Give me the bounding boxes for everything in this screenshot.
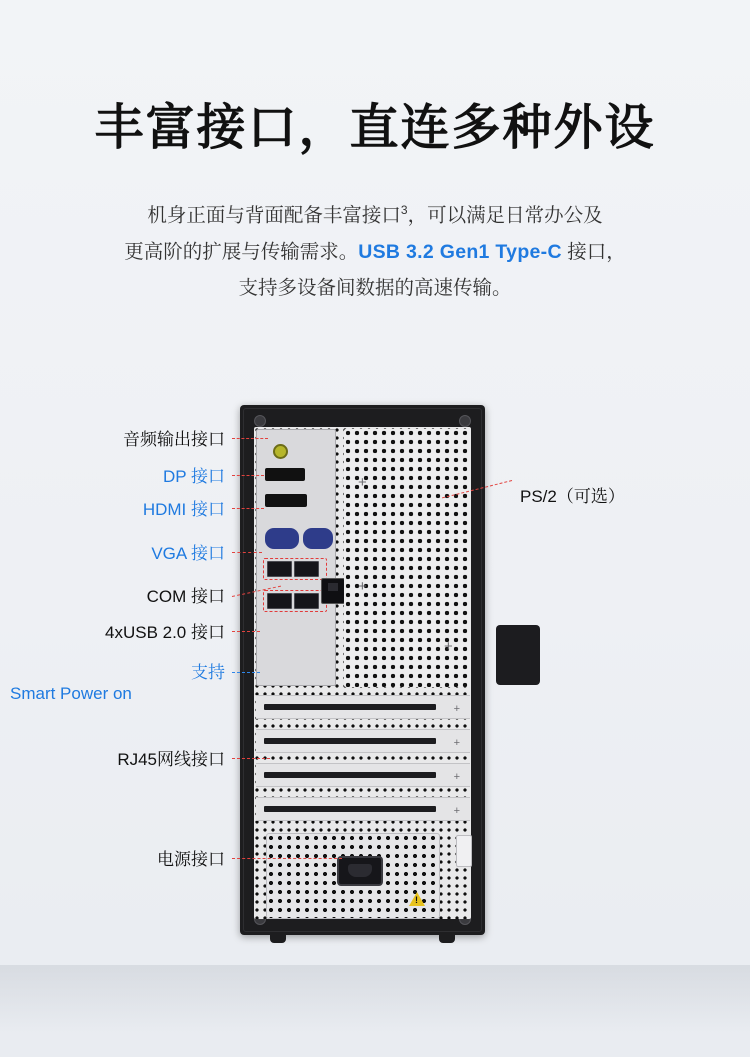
slot-cover xyxy=(264,772,436,778)
label-audio-out: 音频输出接口 xyxy=(123,430,225,449)
rj45-ethernet-port xyxy=(321,578,345,604)
rear-cover-cutout xyxy=(496,625,540,685)
usb-2-0-port xyxy=(294,593,319,609)
subtitle-line-2 xyxy=(0,234,750,270)
leader-vga xyxy=(232,552,262,553)
slot-screw: + xyxy=(453,737,460,749)
pc-chassis-rear xyxy=(240,405,485,935)
slot-cover xyxy=(264,704,436,710)
slot-screw: + xyxy=(453,805,460,817)
leader-rj45 xyxy=(232,758,270,759)
leader-usb-2-0 xyxy=(232,631,260,632)
alignment-mark: + xyxy=(444,638,453,655)
io-shield-plate xyxy=(256,429,336,686)
chassis-foot xyxy=(439,933,455,943)
alignment-mark: + xyxy=(358,578,367,595)
hdmi-port xyxy=(265,494,307,507)
page-subtitle xyxy=(0,192,750,306)
label-power-inlet: 电源接口 xyxy=(157,850,225,869)
usb-2-0-port xyxy=(267,593,292,609)
label-smart-power-on-line2: Smart Power on xyxy=(10,684,132,703)
vga-port xyxy=(265,528,299,549)
subtitle-line-1-text: 机身正面与背面配备丰富接口 xyxy=(147,204,401,227)
label-smart-power-on-line1: 支持 xyxy=(191,663,225,682)
displayport-port xyxy=(265,468,305,481)
subtitle-line-1-text-b: ，可以满足日常办公及 xyxy=(407,204,603,227)
power-supply-unit xyxy=(266,833,440,919)
expansion-slot xyxy=(256,729,470,753)
leader-audio-out xyxy=(232,438,268,439)
usb-2-0-port xyxy=(294,561,319,577)
leader-displayport xyxy=(232,475,264,476)
expansion-slot xyxy=(256,763,470,787)
chassis-foot xyxy=(270,933,286,943)
screw-top-left xyxy=(254,415,266,427)
expansion-slot xyxy=(256,797,470,821)
usb-type-c-highlight: USB 3.2 Gen1 Type-C xyxy=(358,240,562,263)
floor-reflection xyxy=(0,965,750,1057)
alignment-mark: + xyxy=(358,474,367,491)
usb-2-0-port xyxy=(267,561,292,577)
label-displayport: DP 接口 xyxy=(162,467,225,486)
label-rj45: RJ45网线接口 xyxy=(117,750,225,769)
usb-2-0-row-top xyxy=(267,561,319,575)
subtitle-line-1 xyxy=(0,192,750,234)
subtitle-line-2-text: 更高阶的扩展与传输需求。 xyxy=(124,240,359,263)
label-com: COM 接口 xyxy=(146,587,225,606)
desktop-rear-io-diagram xyxy=(0,400,750,960)
expansion-slot xyxy=(256,695,470,719)
leader-hdmi xyxy=(232,508,264,509)
label-ps2: PS/2（可选） xyxy=(520,487,625,506)
leader-smart-power-on xyxy=(232,672,260,673)
usb-2-0-row-bottom xyxy=(267,593,319,607)
audio-out-port xyxy=(273,444,288,459)
slot-screw: + xyxy=(453,771,460,783)
power-inlet-port xyxy=(337,856,383,886)
com-serial-port xyxy=(303,528,333,549)
screw-top-right xyxy=(459,415,471,427)
expansion-slot-group xyxy=(256,695,470,845)
page-title: 丰富接口，直连多种外设 xyxy=(94,101,656,155)
slot-screw: + xyxy=(453,703,460,715)
cover-release-lever xyxy=(456,835,472,867)
label-hdmi: HDMI 接口 xyxy=(142,500,225,519)
ventilation-mesh xyxy=(344,429,470,687)
subtitle-line-3: 支持多设备间数据的高速传输。 xyxy=(238,276,512,299)
subtitle-line-2-text-b: 接口， xyxy=(561,240,626,263)
slot-cover xyxy=(264,806,436,812)
label-usb-2-0: 4xUSB 2.0 接口 xyxy=(105,623,225,642)
footnote-marker: 3 xyxy=(400,203,408,217)
warning-triangle-icon xyxy=(409,892,425,906)
label-vga: VGA 接口 xyxy=(151,544,225,563)
slot-cover xyxy=(264,738,436,744)
leader-power-inlet xyxy=(232,858,342,859)
